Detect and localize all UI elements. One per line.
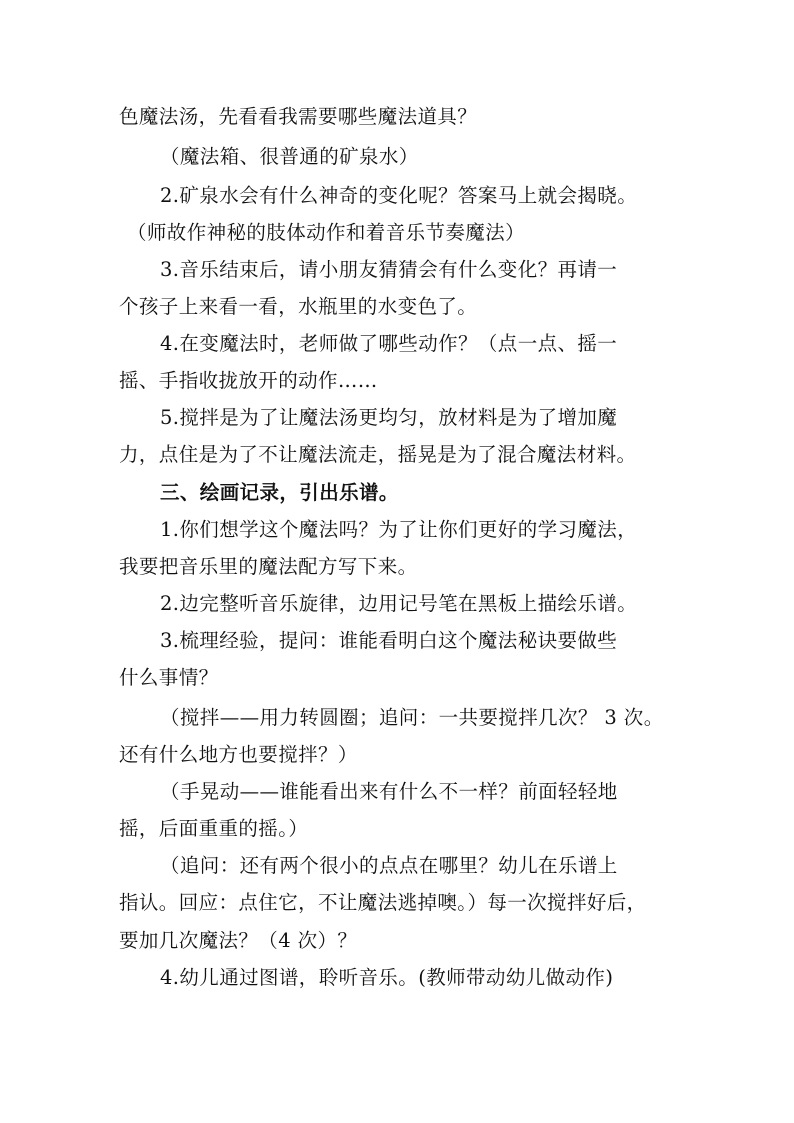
text-line-7: 4.在变魔法时，老师做了哪些动作？（点一点、摇一 — [160, 332, 618, 355]
text-line-13: 我要把音乐里的魔法配方写下来。 — [119, 555, 418, 578]
text-line-12: 1.你们想学这个魔法吗？为了让你们更好的学习魔法， — [160, 518, 638, 541]
text-line-4: （师故作神秘的肢体动作和着音乐节奏魔法） — [127, 221, 526, 244]
text-line-20: 摇，后面重重的摇。） — [119, 817, 309, 840]
text-line-19: （手晃动——谁能看出来有什么不一样？前面轻轻地 — [160, 780, 618, 803]
section-heading: 三、绘画记录，引出乐谱。 — [160, 481, 399, 504]
text-line-23: 要加几次魔法？（4 次）？ — [119, 929, 358, 952]
text-line-5: 3.音乐结束后，请小朋友猜猜会有什么变化？再请一 — [160, 258, 618, 281]
text-line-10: 力，点住是为了不让魔法流走，摇晃是为了混合魔法材料。 — [119, 443, 637, 466]
text-line-18: 还有什么地方也要搅拌？） — [119, 743, 358, 766]
text-line-1: 色魔法汤，先看看我需要哪些魔法道具？ — [119, 105, 478, 128]
text-line-8: 摇、手指收拢放开的动作…… — [119, 369, 378, 392]
text-line-17: （搅拌——用力转圆圈；追问：一共要搅拌几次？ 3 次。 — [160, 706, 664, 729]
text-line-14: 2.边完整听音乐旋律，边用记号笔在黑板上描绘乐谱。 — [160, 592, 638, 615]
text-line-21: （追问：还有两个很小的点点在哪里？幼儿在乐谱上 — [160, 854, 618, 877]
text-line-16: 什么事情？ — [119, 666, 219, 689]
text-line-9: 5.搅拌是为了让魔法汤更均匀，放材料是为了增加魔 — [160, 406, 618, 429]
text-line-3: 2.矿泉水会有什么神奇的变化呢？答案马上就会揭晓。 — [160, 184, 638, 207]
text-line-22: 指认。回应：点住它，不让魔法逃掉噢。）每一次搅拌好后， — [119, 891, 647, 914]
text-line-2: （魔法箱、很普通的矿泉水） — [160, 145, 419, 168]
text-line-6: 个孩子上来看一看，水瓶里的水变色了。 — [119, 295, 478, 318]
text-line-24: 4.幼儿通过图谱，聆听音乐。(教师带动幼儿做动作) — [160, 966, 614, 989]
text-line-15: 3.梳理经验，提问：谁能看明白这个魔法秘诀要做些 — [160, 629, 618, 652]
